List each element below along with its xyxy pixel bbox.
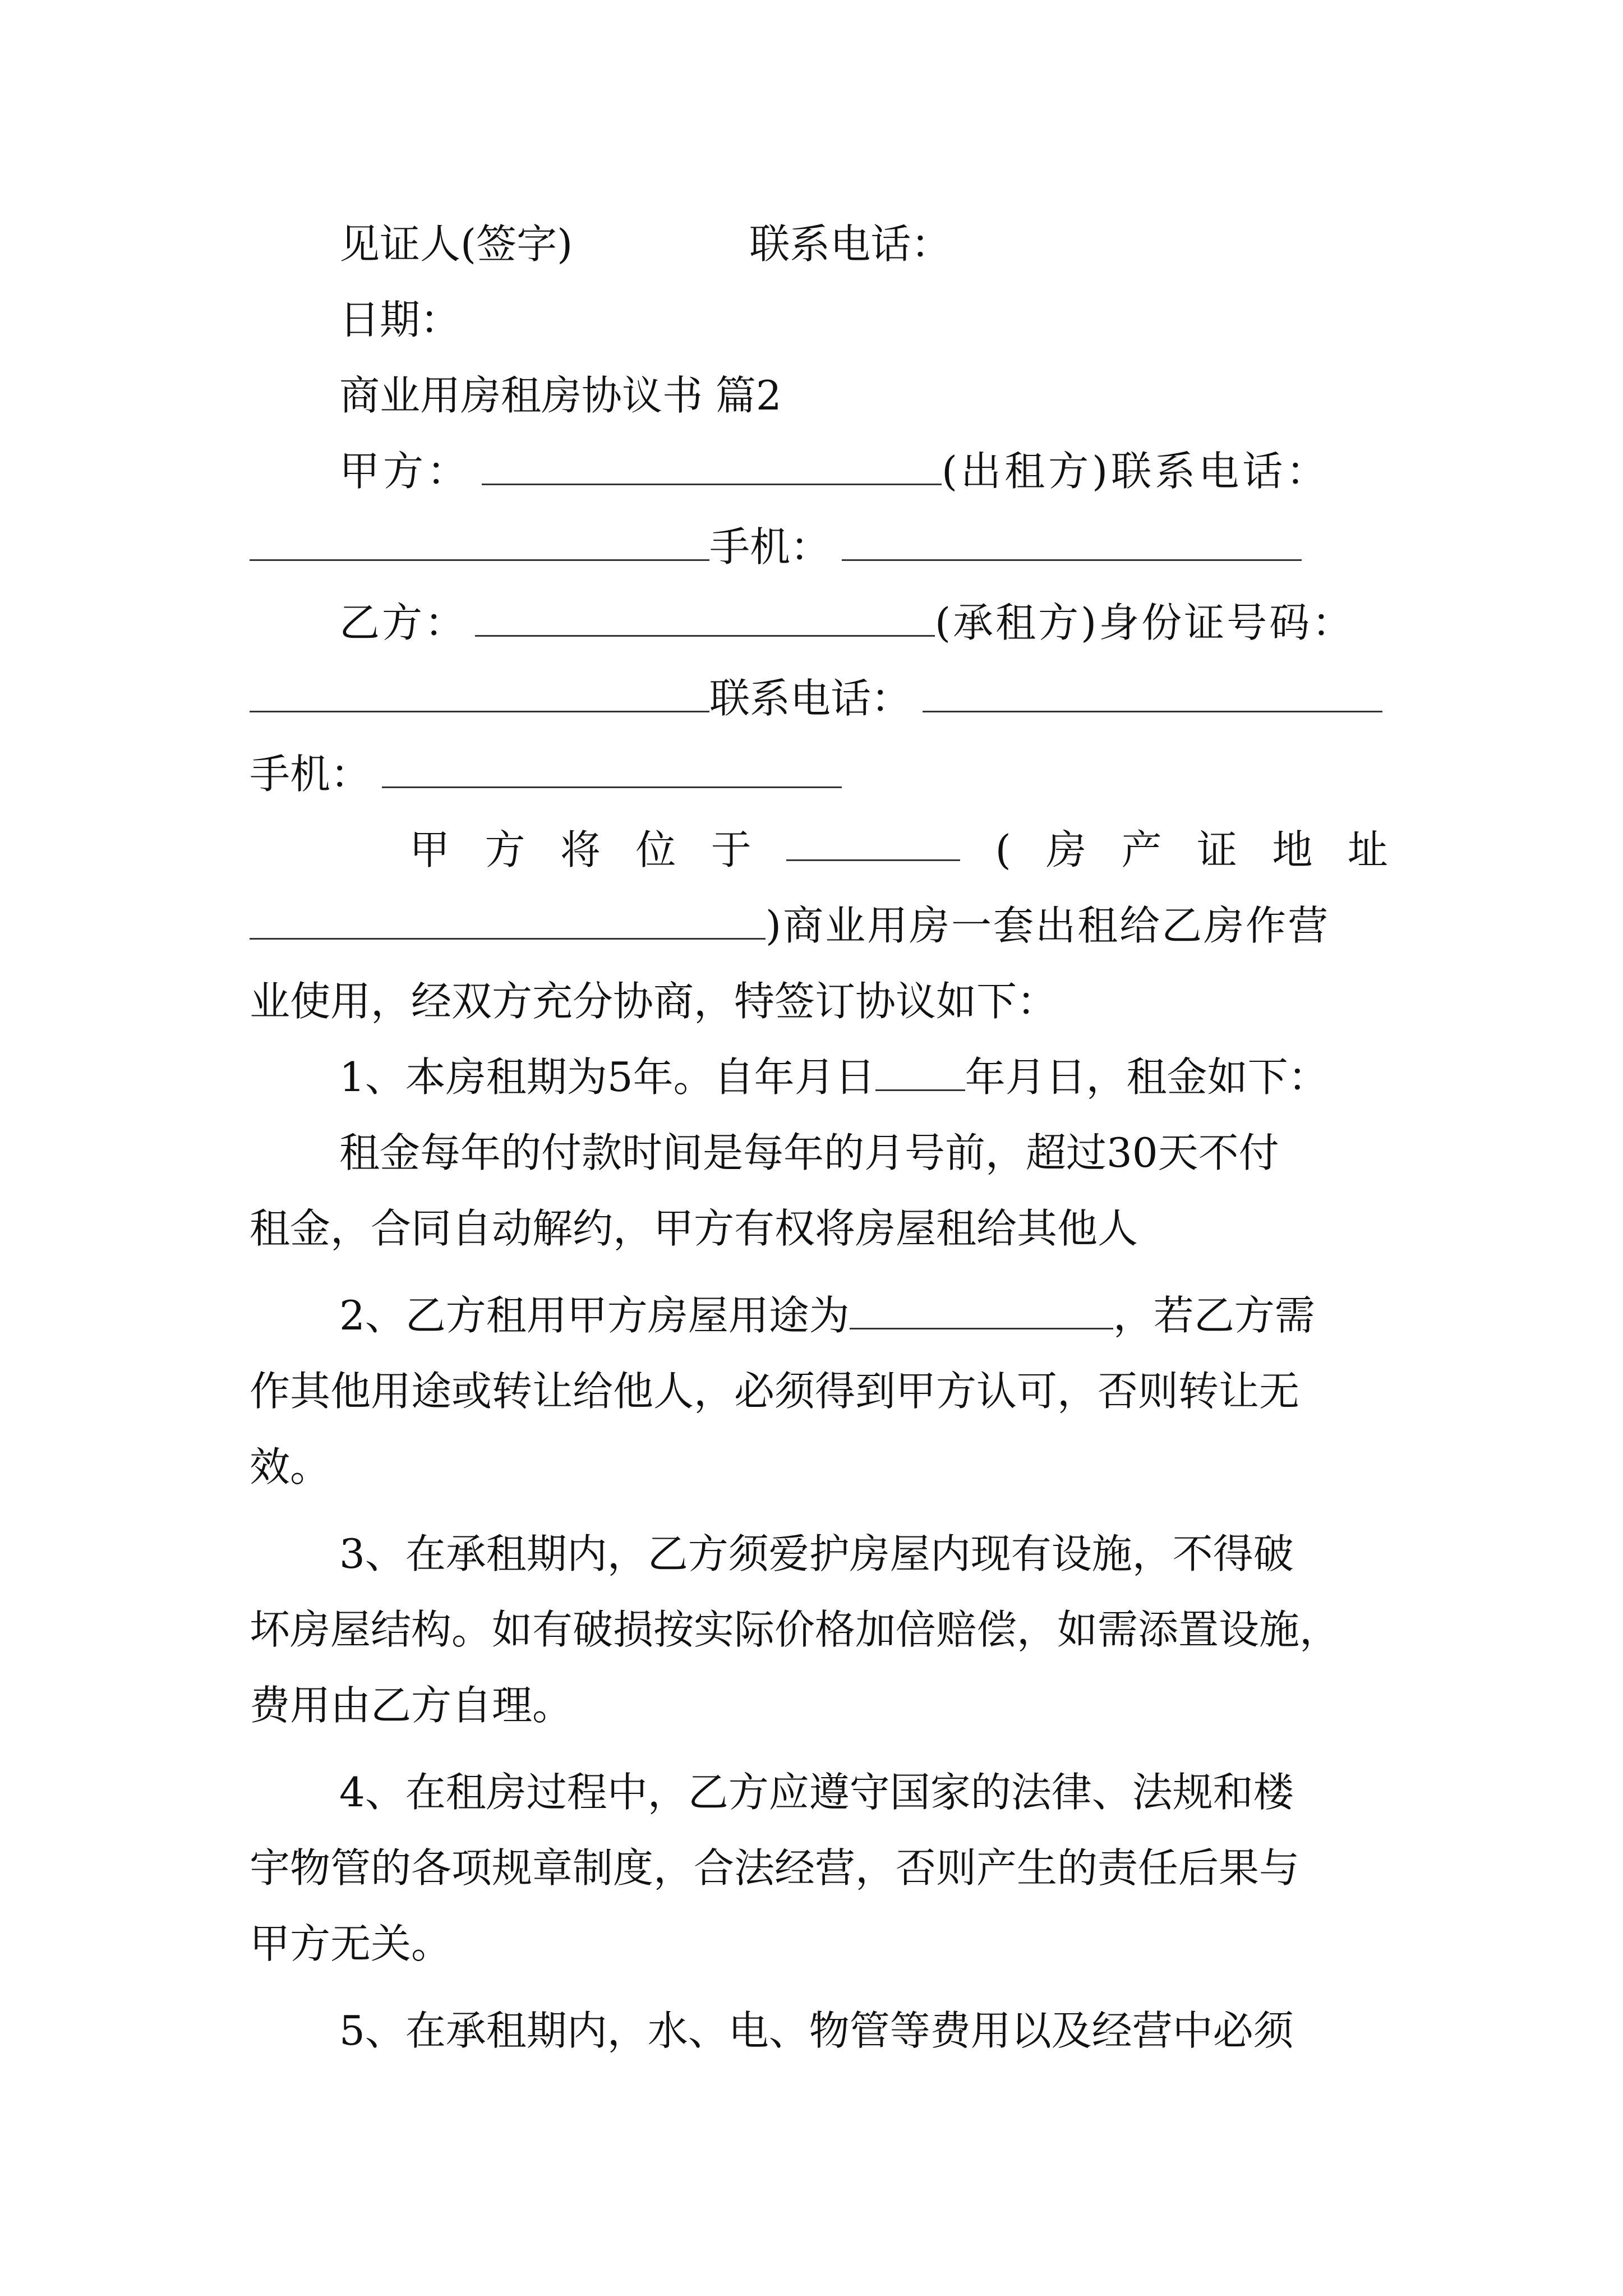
- location-blank: [786, 825, 960, 861]
- clause-1-part2: 年月日，租金如下：: [965, 1053, 1329, 1101]
- section-title-text: 商业用房租房协议书 篇2: [339, 372, 782, 419]
- party-b-label: 乙方：: [339, 599, 468, 646]
- intro-char: 址: [1347, 826, 1388, 873]
- clause-4-line-3: [250, 1918, 1388, 1969]
- clause-3-line-2-text: 坏房屋结构。如有破损按实际价格加倍赔偿，如需添置设施，: [250, 1606, 1340, 1653]
- clause-4-line-1-text: 4、在租房过程中，乙方应遵守国家的法律、法规和楼: [339, 1769, 1294, 1816]
- clause-5-line-1-text: 5、在承租期内，水、电、物管等费用以及经营中必须: [339, 2007, 1294, 2054]
- clause-1-date-blank: [875, 1055, 965, 1091]
- clause-2-line-2-text: 作其他用途或转让给他人，必须得到甲方认可，否则转让无: [250, 1368, 1300, 1415]
- intro-line-1: [250, 825, 1388, 875]
- clause-4-line-1: [250, 1767, 1388, 1818]
- intro-line-2: [250, 900, 1388, 951]
- party-a-name-blank: [482, 449, 942, 485]
- party-b-mobile-blank: [382, 752, 842, 788]
- intro-char: 将: [560, 826, 601, 873]
- intro-char: 地: [1272, 826, 1313, 873]
- clause-4-line-2: [250, 1843, 1388, 1893]
- party-b-name-blank: [475, 600, 935, 637]
- clause-4-line-3-text: 甲方无关。: [250, 1920, 452, 1967]
- rent-line-1-text: 租金每年的付款时间是每年的月号前，超过30天不付: [339, 1129, 1279, 1176]
- witness-signature-label: 见证人(签字): [339, 220, 573, 268]
- rent-line-2: [250, 1203, 1388, 1254]
- clause-4-line-2-text: 宇物管的各项规章制度，合法经营，否则产生的责任后果与: [250, 1844, 1300, 1892]
- clause-3-line-3-text: 费用由乙方自理。: [250, 1682, 573, 1729]
- clause-2-line-2: [250, 1366, 1388, 1416]
- date-label: 日期：: [339, 296, 461, 343]
- clause-3-line-1-text: 3、在承租期内，乙方须爱护房屋内现有设施，不得破: [339, 1530, 1294, 1577]
- party-a-mobile-blank: [842, 524, 1302, 561]
- clause-1-part1: 1、本房租期为5年。自年月日: [339, 1053, 875, 1101]
- intro-char: 甲: [409, 826, 450, 873]
- intro-line-3: [250, 976, 1388, 1027]
- clause-2-use-blank: [850, 1293, 1113, 1329]
- intro-char: (: [995, 826, 1011, 873]
- party-b-mobile-label: 手机：: [250, 751, 371, 798]
- clause-1-line: [250, 1052, 1388, 1102]
- clause-3-line-2: [250, 1604, 1388, 1655]
- clause-5-line-1: [250, 2005, 1388, 2056]
- section-title: [250, 370, 1388, 421]
- party-b-contact-line: [250, 673, 1388, 724]
- clause-3-line-1: [250, 1529, 1388, 1579]
- witness-phone-label: 联系电话：: [749, 220, 952, 268]
- intro-line-2-text: )商业用房一套出租给乙房作营: [766, 902, 1330, 949]
- clause-2-line-3-text: 效。: [250, 1443, 331, 1490]
- party-a-label: 甲方：: [339, 448, 471, 495]
- rent-line-2-text: 租金，合同自动解约，甲方有权将房屋租给其他人: [250, 1205, 1138, 1252]
- party-b-phone-label: 联系电话：: [709, 675, 912, 722]
- intro-char: 房: [1046, 826, 1087, 873]
- intro-char: 于: [711, 826, 751, 873]
- party-b-mobile-line: [250, 749, 1388, 799]
- intro-char: 证: [1197, 826, 1238, 873]
- clause-2-line-3: [250, 1442, 1388, 1492]
- clause-2-part1: 2、乙方租用甲方房屋用途为: [339, 1292, 850, 1339]
- rent-line-1: [250, 1128, 1388, 1178]
- party-b-id-blank: [250, 676, 709, 712]
- clause-2-part2: ，若乙方需: [1113, 1292, 1315, 1339]
- intro-char: 产: [1121, 826, 1162, 873]
- party-b-phone-blank: [923, 676, 1382, 712]
- intro-char: 方: [485, 826, 525, 873]
- party-a-role: (出租方)联系电话：: [942, 448, 1330, 495]
- clause-3-line-3: [250, 1680, 1388, 1731]
- clause-2-line-1: [250, 1290, 1388, 1341]
- witness-line: [250, 219, 1388, 269]
- date-line: [250, 295, 1388, 345]
- party-b-line: [250, 597, 1388, 648]
- address-blank: [250, 903, 766, 940]
- intro-line-3-text: 业使用，经双方充分协商，特签订协议如下：: [250, 978, 1058, 1025]
- intro-char: 位: [635, 826, 676, 873]
- party-a-phone-blank: [250, 524, 709, 561]
- party-a-contact-line: [250, 522, 1388, 572]
- party-b-role: (承租方)身份证号码：: [935, 599, 1355, 646]
- party-a-mobile-label: 手机：: [709, 523, 831, 570]
- party-a-line: [250, 446, 1388, 496]
